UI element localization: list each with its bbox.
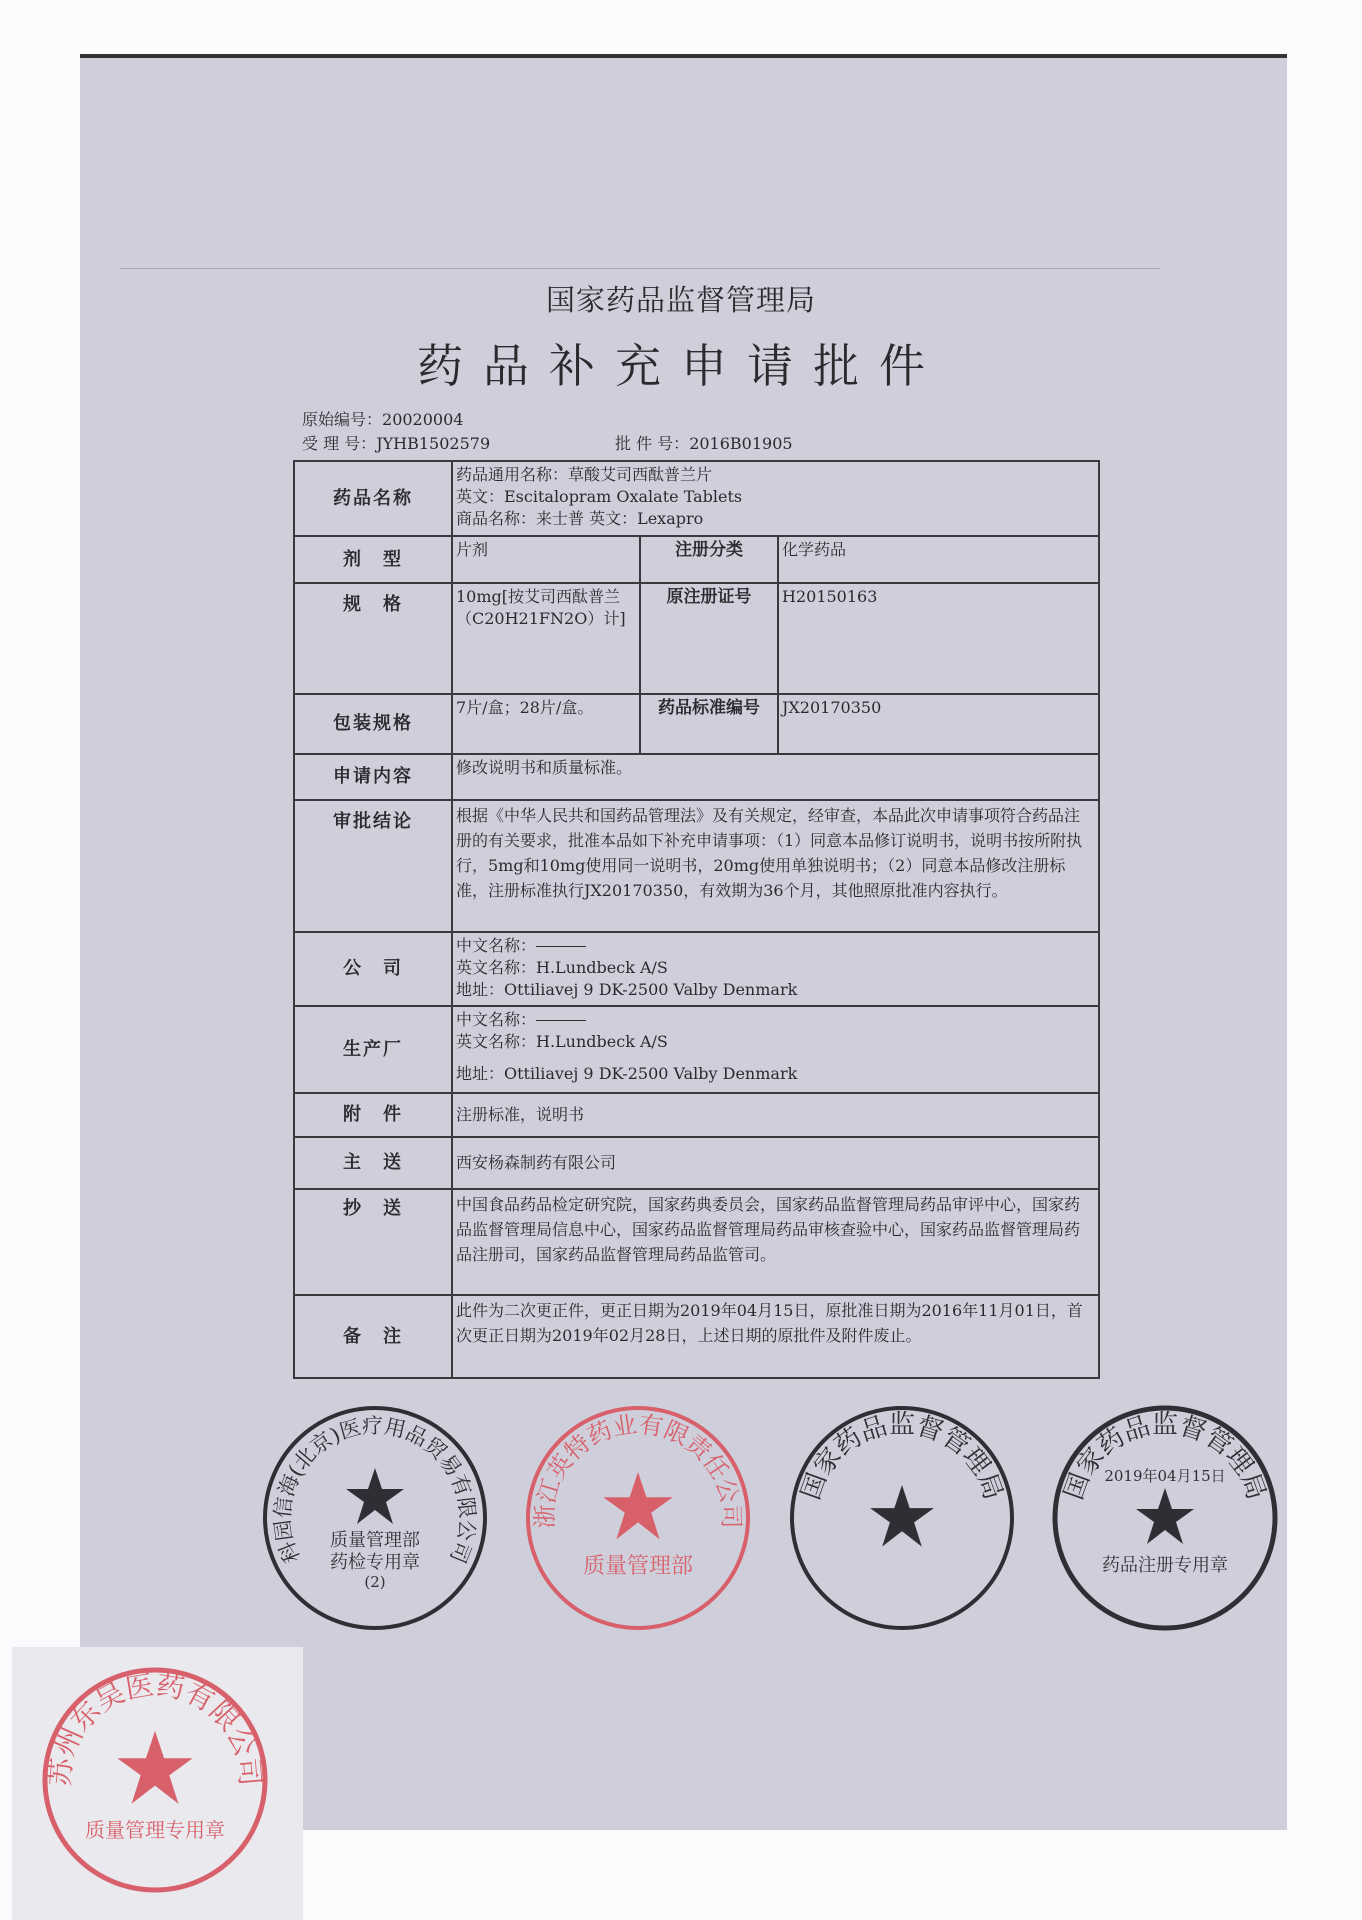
row-recipient — [294, 1137, 1099, 1189]
approval-number-label: 批 件 号： — [615, 434, 690, 453]
label: 审批结论 — [294, 800, 452, 932]
value: 此件为二次更正件，更正日期为2019年04月15日，原批准日期为2016年11月01日，首次更正日期为2019年02月28日，上述日期的原批件及附件废止。 — [452, 1295, 1099, 1378]
value: 西安杨森制药有限公司 — [452, 1137, 1099, 1189]
value: 片剂 — [452, 536, 640, 583]
row-conclusion — [294, 800, 1099, 932]
row-remark — [294, 1295, 1099, 1378]
cn-name-label: 中文名称： — [456, 936, 537, 955]
acceptance-number-value: JYHB1502579 — [376, 434, 491, 453]
stamp-text: 质量管理部 — [583, 1554, 694, 1579]
label: 备 注 — [294, 1295, 452, 1378]
stamp-ring-text: 苏州东吴医药有限公司 — [43, 1668, 267, 1788]
label: 公 司 — [294, 932, 452, 1006]
company-cn-name — [456, 935, 1095, 957]
star-icon — [346, 1468, 404, 1524]
value: 化学药品 — [778, 536, 1099, 583]
trade-name: 商品名称：来士普 英文：Lexapro — [456, 509, 704, 528]
star-icon — [604, 1472, 674, 1539]
stamp-ring-text: 国家药品监督管理局 — [1058, 1409, 1271, 1504]
label: 附 件 — [294, 1093, 452, 1137]
star-icon — [870, 1485, 934, 1547]
stamp-ring-text: 国家药品监督管理局 — [795, 1409, 1008, 1504]
value: 中国食品药品检定研究院，国家药典委员会，国家药品监督管理局药品审评中心，国家药品监督管理局信息中心，国家药品监督管理局药品审核查验中心，国家药品监督管理局药品注册司，国家药品监督管理局药品监管司。 — [452, 1189, 1099, 1295]
blank-dash — [536, 1020, 586, 1021]
value: H20150163 — [778, 583, 1099, 694]
stamp-text: (2) — [364, 1573, 386, 1591]
label: 包装规格 — [294, 694, 452, 754]
row-application — [294, 754, 1099, 800]
stamp-text: 质量管理专用章 — [85, 1818, 225, 1842]
english-name: 英文：Escitalopram Oxalate Tablets — [456, 487, 743, 506]
row-drug-name — [294, 461, 1099, 536]
company-en-name: 英文名称：H.Lundbeck A/S — [456, 958, 668, 977]
agency-name: 国家药品监督管理局 — [545, 283, 816, 317]
manufacturer-cell — [452, 1006, 1099, 1093]
star-icon — [117, 1731, 192, 1804]
stamp-ring-text: 科园信海(北京)医疗用品贸易有限公司 — [270, 1413, 480, 1567]
row-spec — [294, 583, 1099, 694]
label: 生产厂 — [294, 1006, 452, 1093]
approval-number-value: 2016B01905 — [689, 434, 793, 453]
value: 10mg[按艾司西酞普兰（C20H21FN2O）计] — [452, 583, 640, 694]
value: JX20170350 — [778, 694, 1099, 754]
approval-table — [293, 460, 1100, 1379]
stamp-middle-red — [523, 1403, 753, 1633]
stamp-left-black — [260, 1403, 490, 1633]
label: 抄 送 — [294, 1189, 452, 1295]
row-manufacturer — [294, 1006, 1099, 1093]
manufacturer-en-name: 英文名称：H.Lundbeck A/S — [456, 1032, 668, 1051]
acceptance-number-label: 受 理 号： — [302, 434, 377, 453]
scan-edge — [80, 54, 1287, 58]
label: 药品标准编号 — [640, 694, 778, 754]
stamp-right-black — [787, 1403, 1017, 1633]
manufacturer-address: 地址：Ottiliavej 9 DK-2500 Valby Denmark — [456, 1064, 798, 1083]
document-body — [260, 460, 1280, 1633]
company-address: 地址：Ottiliavej 9 DK-2500 Valby Denmark — [456, 980, 798, 999]
label: 申请内容 — [294, 754, 452, 800]
original-number — [302, 410, 463, 430]
row-attachment — [294, 1093, 1099, 1137]
divider — [120, 268, 1160, 269]
label: 规 格 — [294, 583, 452, 694]
stamp-date: 2019年04月15日 — [1104, 1467, 1226, 1485]
label: 原注册证号 — [640, 583, 778, 694]
stamp-text: 药检专用章 — [330, 1552, 420, 1573]
stamp-ring-text: 浙江英特药业有限责任公司 — [531, 1410, 746, 1529]
stamp-text: 药品注册专用章 — [1101, 1555, 1228, 1576]
value: 7片/盒；28片/盒。 — [452, 694, 640, 754]
value: 根据《中华人民共和国药品管理法》及有关规定，经审查，本品此次申请事项符合药品注册的有关要求，批准本品如下补充申请事项：（1）同意本品修订说明书，说明书按所附执行，5mg和10mg使用同一说明书，20mg使用单独说明书；（2）同意本品修改注册标准，注册标准执行JX20170350，有效期为36个月，其他照原批准内容执行。 — [452, 800, 1099, 932]
label: 剂 型 — [294, 536, 452, 583]
label: 注册分类 — [640, 536, 778, 583]
drug-name-cell — [452, 461, 1099, 536]
document-title: 药品补充申请批件 — [417, 339, 945, 393]
row-package — [294, 694, 1099, 754]
generic-name: 药品通用名称：草酸艾司西酞普兰片 — [456, 465, 713, 484]
original-number-label: 原始编号： — [302, 410, 383, 429]
label: 药品名称 — [294, 461, 452, 536]
acceptance-number — [302, 434, 490, 454]
blank-dash — [536, 946, 586, 947]
row-dosage-form — [294, 536, 1099, 583]
manufacturer-cn-name — [456, 1009, 1095, 1031]
stamps-row — [260, 1403, 1280, 1633]
approval-number — [615, 434, 793, 454]
star-icon — [1136, 1488, 1194, 1544]
label: 主 送 — [294, 1137, 452, 1189]
value: 修改说明书和质量标准。 — [452, 754, 1099, 800]
stamp-agency-black — [1050, 1403, 1280, 1633]
stamp-corner-red — [40, 1665, 270, 1895]
row-company — [294, 932, 1099, 1006]
company-cell — [452, 932, 1099, 1006]
row-cc — [294, 1189, 1099, 1295]
original-number-value: 20020004 — [382, 410, 464, 429]
stamp-text: 质量管理部 — [330, 1530, 420, 1551]
value: 注册标准，说明书 — [452, 1093, 1099, 1137]
cn-name-label: 中文名称： — [456, 1010, 537, 1029]
